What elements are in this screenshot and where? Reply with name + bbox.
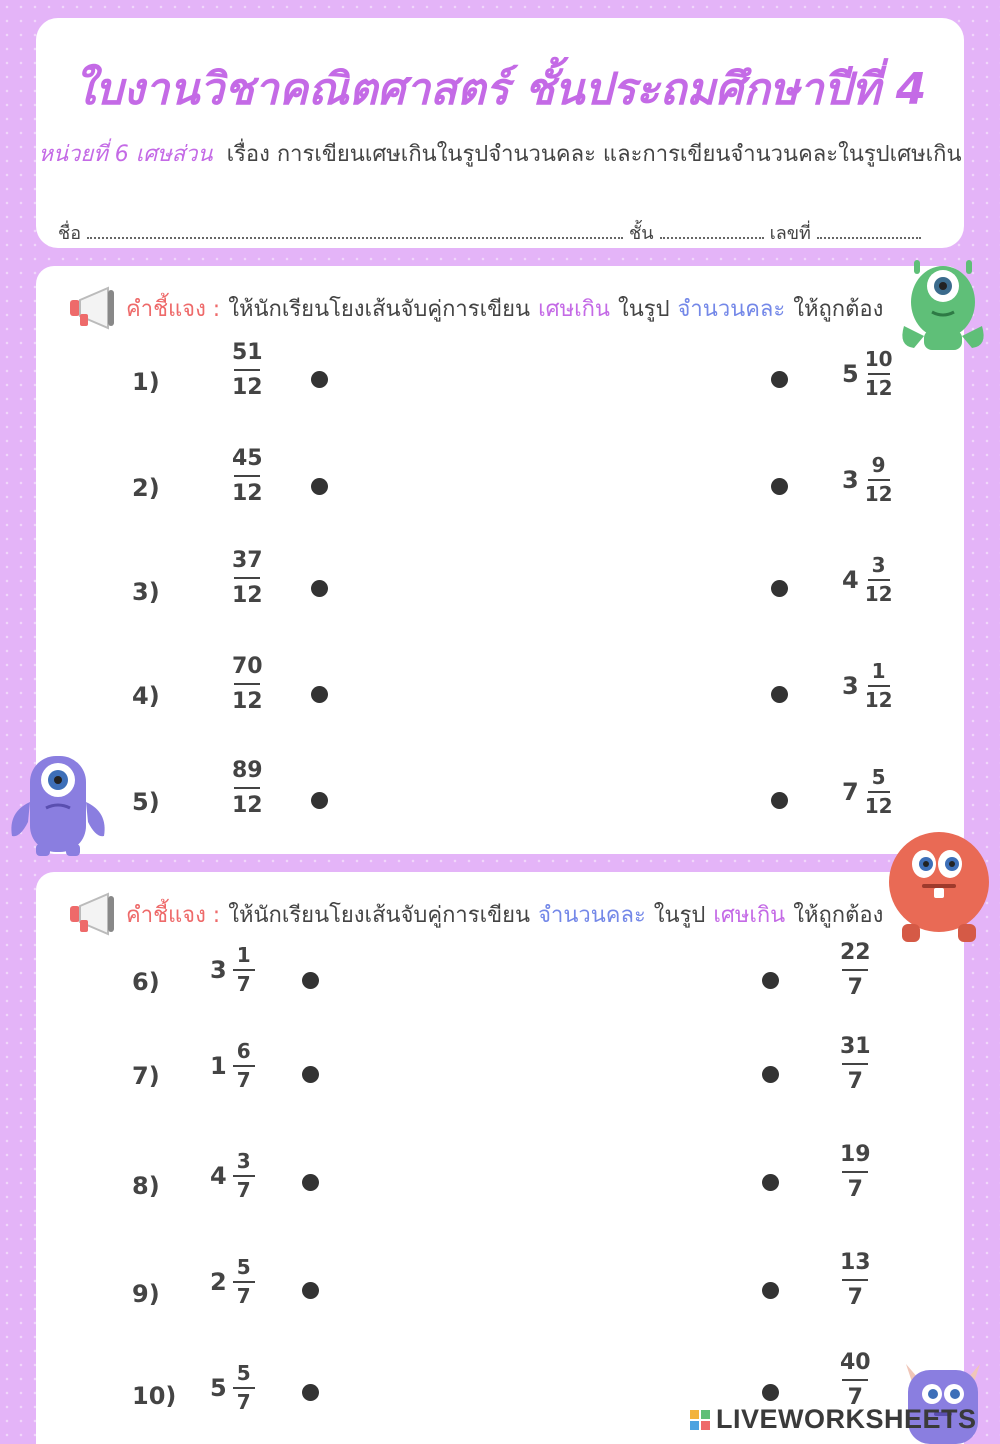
mixed-number bbox=[842, 660, 893, 712]
mixed-number bbox=[842, 766, 893, 818]
item-number: 3) bbox=[132, 578, 160, 606]
logo-text: LIVEWORKSHEETS bbox=[716, 1404, 977, 1434]
right-match-dot[interactable] bbox=[771, 792, 788, 809]
match-row bbox=[36, 548, 964, 634]
fraction-bar bbox=[234, 577, 260, 579]
numerator: 37 bbox=[232, 548, 263, 573]
left-match-dot[interactable] bbox=[302, 1384, 319, 1401]
denominator: 7 bbox=[236, 972, 251, 996]
right-match-dot[interactable] bbox=[762, 1282, 779, 1299]
improper-fraction bbox=[840, 1250, 871, 1311]
improper-fraction bbox=[232, 548, 263, 609]
denominator: 12 bbox=[864, 688, 893, 712]
instruction-text-post: ให้ถูกต้อง bbox=[793, 902, 884, 928]
left-match-dot[interactable] bbox=[302, 1282, 319, 1299]
whole-part: 1 bbox=[210, 1052, 227, 1080]
student-info-line bbox=[58, 218, 942, 247]
subtitle bbox=[36, 136, 964, 171]
denominator: 12 bbox=[232, 793, 263, 819]
numerator: 19 bbox=[840, 1142, 871, 1167]
section-improper-to-mixed bbox=[36, 266, 964, 854]
fraction-bar bbox=[233, 1175, 255, 1177]
name-field[interactable] bbox=[87, 235, 623, 239]
page-title: ใบงานวิชาคณิตศาสตร์ ชั้นประถมศึกษาปีที่ 4 bbox=[73, 64, 927, 115]
fraction-bar bbox=[842, 969, 868, 971]
right-match-dot[interactable] bbox=[771, 580, 788, 597]
numerator: 89 bbox=[232, 758, 263, 783]
number-field[interactable] bbox=[817, 235, 921, 239]
instruction-text-post: ให้ถูกต้อง bbox=[793, 296, 884, 322]
fraction-bar bbox=[842, 1063, 868, 1065]
mixed-number bbox=[210, 944, 255, 996]
fraction-bar bbox=[868, 373, 890, 375]
numerator: 3 bbox=[236, 1149, 251, 1173]
item-number: 8) bbox=[132, 1172, 160, 1200]
purple-monster-icon bbox=[6, 752, 110, 858]
right-match-dot[interactable] bbox=[771, 686, 788, 703]
numerator: 5 bbox=[871, 765, 886, 789]
instruction-word-mixed: จำนวนคละ bbox=[677, 296, 786, 322]
topic-label: เรื่อง การเขียนเศษเกินในรูปจำนวนคละ และการเขียนจำนวนคละในรูปเศษเกิน bbox=[226, 142, 962, 167]
denominator: 12 bbox=[232, 583, 263, 609]
instruction-label: คำชี้แจง : bbox=[126, 296, 221, 322]
improper-fraction bbox=[232, 446, 263, 507]
denominator: 12 bbox=[232, 481, 263, 507]
whole-part: 3 bbox=[842, 466, 859, 494]
denominator: 12 bbox=[232, 375, 263, 401]
whole-part: 3 bbox=[842, 672, 859, 700]
left-match-dot[interactable] bbox=[311, 792, 328, 809]
item-number: 4) bbox=[132, 682, 160, 710]
fraction-bar bbox=[233, 1281, 255, 1283]
logo-grid-icon bbox=[690, 1410, 710, 1430]
section-mixed-to-improper bbox=[36, 872, 964, 1444]
improper-fraction bbox=[840, 1350, 871, 1411]
left-match-dot[interactable] bbox=[311, 371, 328, 388]
instruction-text-pre: ให้นักเรียนโยงเส้นจับคู่การเขียน bbox=[228, 296, 531, 322]
denominator: 12 bbox=[864, 482, 893, 506]
number-label: เลขที่ bbox=[769, 223, 811, 244]
denominator: 7 bbox=[847, 1069, 863, 1095]
fraction-bar bbox=[234, 475, 260, 477]
item-number: 6) bbox=[132, 968, 160, 996]
left-match-dot[interactable] bbox=[302, 972, 319, 989]
numerator: 5 bbox=[236, 1361, 251, 1385]
numerator: 1 bbox=[871, 659, 886, 683]
header-card bbox=[36, 18, 964, 248]
right-match-dot[interactable] bbox=[771, 478, 788, 495]
unit-label: หน่วยที่ 6 เศษส่วน bbox=[38, 142, 213, 167]
right-match-dot[interactable] bbox=[762, 972, 779, 989]
fraction-bar bbox=[868, 479, 890, 481]
mixed-number bbox=[842, 554, 893, 606]
whole-part: 7 bbox=[842, 778, 859, 806]
fraction-bar bbox=[868, 791, 890, 793]
denominator: 12 bbox=[232, 689, 263, 715]
item-number: 2) bbox=[132, 474, 160, 502]
match-row bbox=[36, 340, 964, 424]
denominator: 7 bbox=[236, 1068, 251, 1092]
match-row bbox=[36, 940, 964, 1024]
item-number: 1) bbox=[132, 368, 160, 396]
instruction-text-mid: ในรูป bbox=[617, 296, 670, 322]
right-match-dot[interactable] bbox=[762, 1066, 779, 1083]
numerator: 45 bbox=[232, 446, 263, 471]
instruction-text-pre: ให้นักเรียนโยงเส้นจับคู่การเขียน bbox=[228, 902, 531, 928]
fraction-bar bbox=[233, 969, 255, 971]
instruction-1 bbox=[66, 286, 883, 330]
item-number: 7) bbox=[132, 1062, 160, 1090]
instruction-word-mixed: จำนวนคละ bbox=[538, 902, 646, 928]
item-number: 5) bbox=[132, 788, 160, 816]
denominator: 7 bbox=[236, 1284, 251, 1308]
red-monster-icon bbox=[884, 824, 994, 946]
numerator: 13 bbox=[840, 1250, 871, 1275]
numerator: 31 bbox=[840, 1034, 871, 1059]
mixed-number bbox=[210, 1256, 255, 1308]
numerator: 9 bbox=[871, 453, 886, 477]
denominator: 7 bbox=[847, 1177, 863, 1203]
fraction-bar bbox=[234, 787, 260, 789]
liveworksheets-logo bbox=[690, 1404, 977, 1435]
instruction-word-improper: เศษเกิน bbox=[713, 902, 786, 928]
fraction-bar bbox=[233, 1387, 255, 1389]
whole-part: 2 bbox=[210, 1268, 227, 1296]
improper-fraction bbox=[840, 940, 871, 1001]
class-field[interactable] bbox=[660, 235, 764, 239]
match-row bbox=[36, 1250, 964, 1336]
denominator: 12 bbox=[864, 376, 893, 400]
numerator: 6 bbox=[236, 1039, 251, 1063]
class-label: ชั้น bbox=[629, 223, 654, 244]
megaphone-icon bbox=[66, 892, 118, 936]
match-row bbox=[36, 654, 964, 738]
match-row bbox=[36, 1142, 964, 1228]
whole-part: 4 bbox=[210, 1162, 227, 1190]
match-row bbox=[36, 1034, 964, 1118]
numerator: 51 bbox=[232, 340, 263, 365]
mixed-number bbox=[210, 1362, 255, 1414]
right-match-dot[interactable] bbox=[762, 1174, 779, 1191]
instruction-text-mid: ในรูป bbox=[653, 902, 706, 928]
instruction-label: คำชี้แจง : bbox=[126, 902, 221, 928]
numerator: 70 bbox=[232, 654, 263, 679]
improper-fraction bbox=[840, 1142, 871, 1203]
improper-fraction bbox=[840, 1034, 871, 1095]
fraction-bar bbox=[868, 579, 890, 581]
whole-part: 4 bbox=[842, 566, 859, 594]
improper-fraction bbox=[232, 654, 263, 715]
whole-part: 5 bbox=[842, 360, 859, 388]
whole-part: 5 bbox=[210, 1374, 227, 1402]
mixed-number bbox=[210, 1150, 255, 1202]
denominator: 12 bbox=[864, 794, 893, 818]
green-monster-icon bbox=[894, 256, 992, 352]
mixed-number bbox=[210, 1040, 255, 1092]
instruction-word-improper: เศษเกิน bbox=[538, 296, 610, 322]
denominator: 7 bbox=[847, 975, 863, 1001]
item-number: 10) bbox=[132, 1382, 177, 1410]
numerator: 5 bbox=[236, 1255, 251, 1279]
fraction-bar bbox=[234, 369, 260, 371]
denominator: 7 bbox=[847, 1285, 863, 1311]
numerator: 1 bbox=[236, 943, 251, 967]
right-match-dot[interactable] bbox=[771, 371, 788, 388]
left-match-dot[interactable] bbox=[302, 1066, 319, 1083]
improper-fraction bbox=[232, 758, 263, 819]
match-row bbox=[36, 758, 964, 844]
mixed-number bbox=[842, 454, 893, 506]
numerator: 3 bbox=[871, 553, 886, 577]
fraction-bar bbox=[842, 1279, 868, 1281]
name-label: ชื่อ bbox=[58, 223, 82, 244]
fraction-bar bbox=[842, 1379, 868, 1381]
improper-fraction bbox=[232, 340, 263, 401]
fraction-bar bbox=[234, 683, 260, 685]
denominator: 12 bbox=[864, 582, 893, 606]
match-row bbox=[36, 446, 964, 530]
numerator: 22 bbox=[840, 940, 871, 965]
whole-part: 3 bbox=[210, 956, 227, 984]
fraction-bar bbox=[842, 1171, 868, 1173]
left-match-dot[interactable] bbox=[311, 686, 328, 703]
item-number: 9) bbox=[132, 1280, 160, 1308]
denominator: 7 bbox=[236, 1390, 251, 1414]
denominator: 7 bbox=[236, 1178, 251, 1202]
fraction-bar bbox=[868, 685, 890, 687]
left-match-dot[interactable] bbox=[302, 1174, 319, 1191]
numerator: 10 bbox=[864, 347, 893, 371]
instruction-2 bbox=[66, 892, 883, 936]
megaphone-icon bbox=[66, 286, 118, 330]
mixed-number bbox=[842, 348, 893, 400]
fraction-bar bbox=[233, 1065, 255, 1067]
left-match-dot[interactable] bbox=[311, 478, 328, 495]
numerator: 40 bbox=[840, 1350, 871, 1375]
left-match-dot[interactable] bbox=[311, 580, 328, 597]
denominator: 7 bbox=[847, 1385, 863, 1411]
right-match-dot[interactable] bbox=[762, 1384, 779, 1401]
